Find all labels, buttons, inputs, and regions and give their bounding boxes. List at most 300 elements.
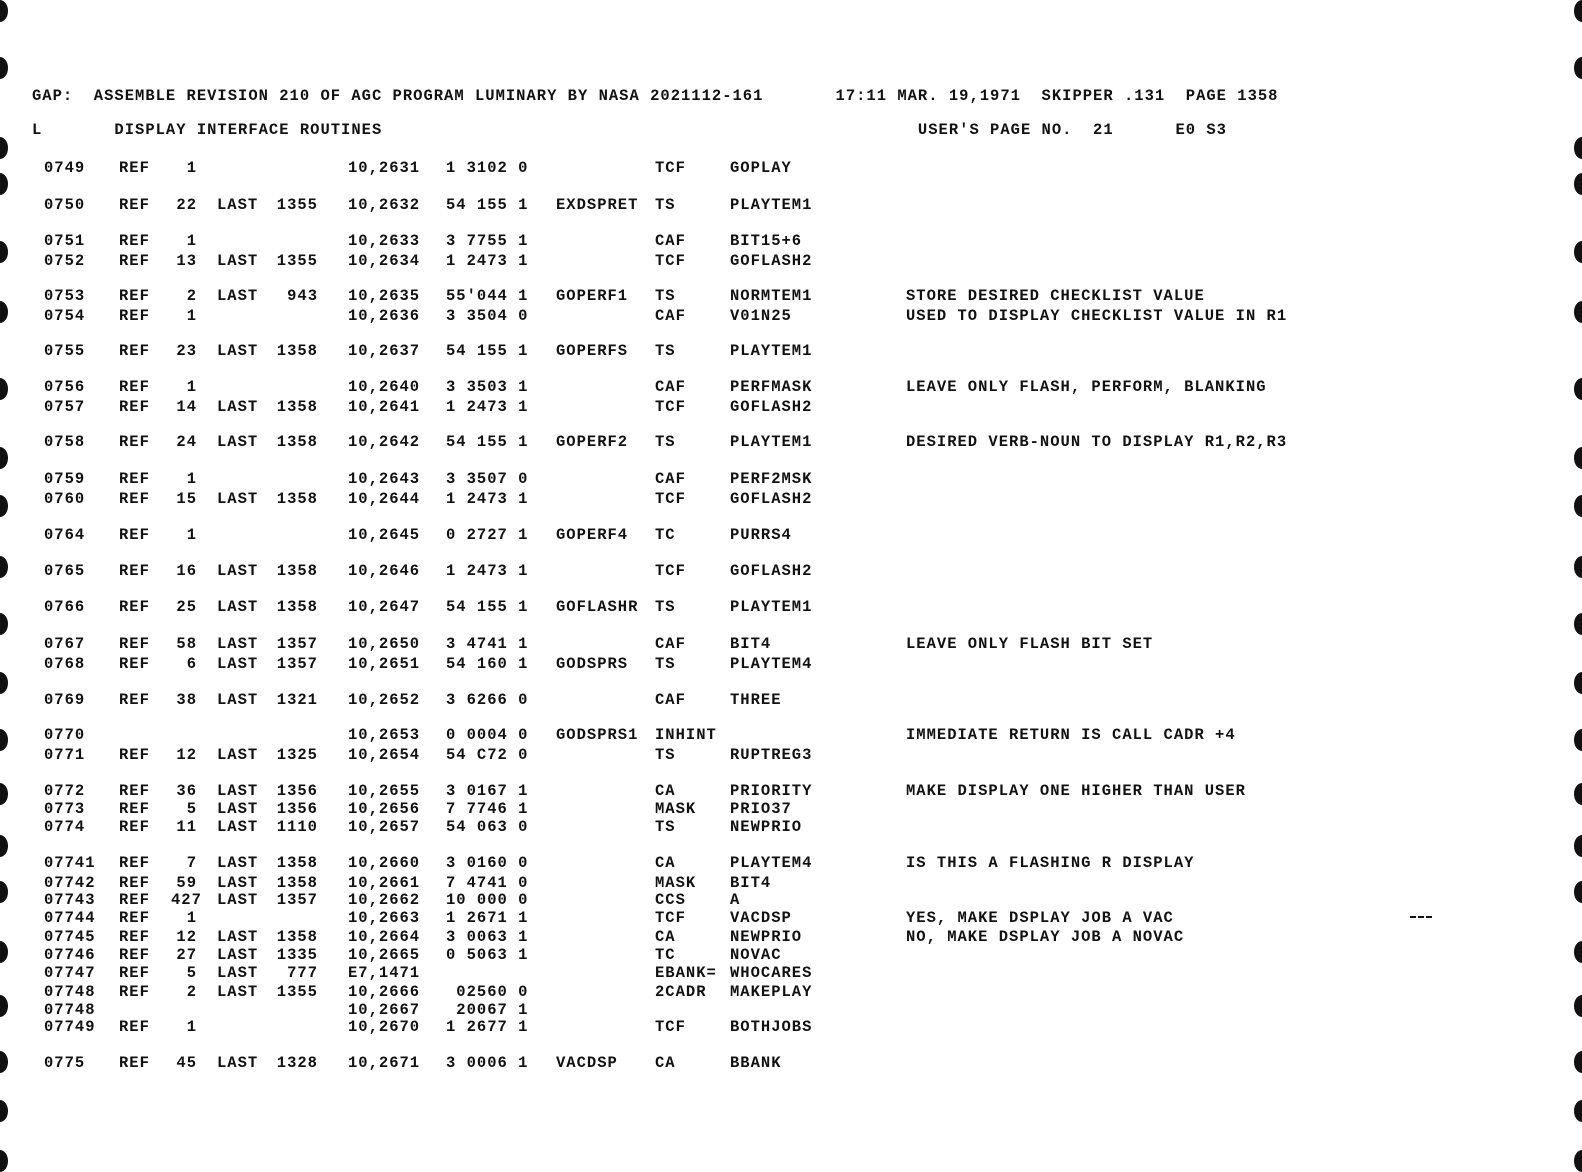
address-field: 10,2640 [348,378,421,396]
octal-code-field: 1 3102 0 [446,159,529,177]
last-page-field: 943 [287,287,318,305]
ref-count-field: 14 [176,398,197,416]
octal-code-field: 3 0063 1 [446,928,529,946]
margin-dash-mark [1410,916,1432,918]
last-field: LAST [217,800,259,818]
feed-hole [1574,173,1582,195]
octal-code-field: 3 0006 1 [446,1054,529,1072]
location-field: 07742 [44,874,96,892]
ref-field: REF [119,800,150,818]
last-page-field: 1358 [276,854,318,872]
ref-count-field: 45 [176,1054,197,1072]
ref-field: REF [119,196,150,214]
last-page-field: 1358 [276,562,318,580]
feed-hole [1574,1150,1582,1172]
feed-hole [1574,995,1582,1017]
feed-hole [0,613,8,635]
ref-count-field: 6 [186,655,197,673]
opcode-field: TCF [655,562,686,580]
operand-field: NEWPRIO [730,818,803,836]
ref-field: REF [119,635,150,653]
last-field: LAST [217,854,259,872]
operand-field: PLAYTEM4 [730,854,813,872]
ref-field: REF [119,252,150,270]
address-field: 10,2665 [348,946,421,964]
location-field: 07749 [44,1018,96,1036]
octal-code-field: 54 063 0 [446,818,529,836]
octal-code-field: 54 155 1 [446,196,529,214]
location-field: 07744 [44,909,96,927]
ref-field: REF [119,287,150,305]
address-field: 10,2663 [348,909,421,927]
operand-field: BIT4 [730,874,772,892]
ref-count-field: 1 [186,470,197,488]
ref-count-field: 38 [176,691,197,709]
ref-count-field: 1 [186,159,197,177]
opcode-field: TC [655,946,676,964]
octal-code-field: 02560 0 [446,983,529,1001]
opcode-field: CA [655,928,676,946]
opcode-field: TCF [655,909,686,927]
address-field: 10,2662 [348,891,421,909]
address-field: 10,2661 [348,874,421,892]
address-field: 10,2660 [348,854,421,872]
ref-field: REF [119,746,150,764]
opcode-field: MASK [655,800,697,818]
operand-field: RUPTREG3 [730,746,813,764]
octal-code-field: 3 0167 1 [446,782,529,800]
opcode-field: TS [655,342,676,360]
ref-field: REF [119,655,150,673]
feed-hole [0,729,8,751]
ref-count-field: 23 [176,342,197,360]
last-page-field: 1358 [276,433,318,451]
feed-hole [0,447,8,469]
address-field: 10,2671 [348,1054,421,1072]
feed-hole [1574,729,1582,751]
address-field: 10,2635 [348,287,421,305]
feed-hole [0,783,8,805]
label-field: GOPERFS [556,342,629,360]
feed-hole [0,241,8,263]
octal-code-field: 1 2473 1 [446,562,529,580]
opcode-field: CAF [655,378,686,396]
operand-field: PLAYTEM4 [730,655,813,673]
octal-code-field: 3 4741 1 [446,635,529,653]
feed-hole [1574,783,1582,805]
location-field: 0764 [44,526,86,544]
octal-code-field: 0 5063 1 [446,946,529,964]
octal-code-field: 55'044 1 [446,287,529,305]
ref-count-field: 24 [176,433,197,451]
last-field: LAST [217,635,259,653]
operand-field: PLAYTEM1 [730,433,813,451]
ref-field: REF [119,909,150,927]
operand-field: BIT15+6 [730,232,803,250]
octal-code-field: 0 2727 1 [446,526,529,544]
ref-count-field: 36 [176,782,197,800]
operand-field: WHOCARES [730,964,813,982]
location-field: 07747 [44,964,96,982]
address-field: 10,2641 [348,398,421,416]
location-field: 0749 [44,159,86,177]
operand-field: PURRS4 [730,526,792,544]
ref-field: REF [119,562,150,580]
ref-count-field: 22 [176,196,197,214]
last-field: LAST [217,655,259,673]
octal-code-field: 3 0160 0 [446,854,529,872]
opcode-field: CAF [655,635,686,653]
feed-hole [0,301,8,323]
ref-field: REF [119,433,150,451]
location-field: 0758 [44,433,86,451]
comment-field: IMMEDIATE RETURN IS CALL CADR +4 [906,726,1236,744]
ref-count-field: 5 [186,800,197,818]
last-page-field: 1358 [276,398,318,416]
last-field: LAST [217,287,259,305]
feed-hole [0,0,8,22]
octal-code-field: 1 2671 1 [446,909,529,927]
operand-field: MAKEPLAY [730,983,813,1001]
last-field: LAST [217,946,259,964]
last-page-field: 1357 [276,891,318,909]
label-field: VACDSP [556,1054,618,1072]
location-field: 07745 [44,928,96,946]
location-field: 0757 [44,398,86,416]
address-field: 10,2633 [348,232,421,250]
feed-hole [1574,241,1582,263]
opcode-field: EBANK= [655,964,717,982]
last-page-field: 1328 [276,1054,318,1072]
address-field: 10,2651 [348,655,421,673]
feed-hole [0,672,8,694]
last-field: LAST [217,1054,259,1072]
label-field: GOPERF4 [556,526,629,544]
feed-hole [1574,447,1582,469]
ref-count-field: 427 [171,891,202,909]
comment-field: IS THIS A FLASHING R DISPLAY [906,854,1195,872]
last-page-field: 1110 [276,818,318,836]
ref-count-field: 15 [176,490,197,508]
octal-code-field: 1 2473 1 [446,252,529,270]
address-field: 10,2636 [348,307,421,325]
opcode-field: TCF [655,1018,686,1036]
location-field: 0769 [44,691,86,709]
address-field: E7,1471 [348,964,421,982]
location-field: 0771 [44,746,86,764]
label-field: GODSPRS1 [556,726,639,744]
last-field: LAST [217,746,259,764]
feed-hole [1574,613,1582,635]
feed-hole [0,57,8,79]
address-field: 10,2655 [348,782,421,800]
feed-hole [1574,672,1582,694]
ref-field: REF [119,490,150,508]
opcode-field: MASK [655,874,697,892]
octal-code-field: 7 7746 1 [446,800,529,818]
address-field: 10,2637 [348,342,421,360]
ref-count-field: 58 [176,635,197,653]
location-field: 0765 [44,562,86,580]
last-page-field: 1358 [276,342,318,360]
octal-code-field: 54 155 1 [446,433,529,451]
location-field: 0755 [44,342,86,360]
ref-count-field: 2 [186,983,197,1001]
last-page-field: 1335 [276,946,318,964]
location-field: 0753 [44,287,86,305]
octal-code-field: 54 155 1 [446,598,529,616]
operand-field: PLAYTEM1 [730,196,813,214]
last-page-field: 1357 [276,655,318,673]
feed-hole [1574,137,1582,159]
location-field: 0768 [44,655,86,673]
operand-field: NEWPRIO [730,928,803,946]
feed-hole [0,1051,8,1073]
octal-code-field: 1 2677 1 [446,1018,529,1036]
ref-count-field: 12 [176,746,197,764]
ref-count-field: 1 [186,526,197,544]
address-field: 10,2654 [348,746,421,764]
address-field: 10,2646 [348,562,421,580]
label-field: GODSPRS [556,655,629,673]
address-field: 10,2645 [348,526,421,544]
operand-field: PERFMASK [730,378,813,396]
last-field: LAST [217,490,259,508]
assembly-header: GAP: ASSEMBLE REVISION 210 OF AGC PROGRAM LUMINARY BY NASA 2021112-161 17:11 MAR. 19,1971 SKIPPER .131 PAGE 1358 [32,87,1279,105]
ref-field: REF [119,307,150,325]
feed-hole [0,137,8,159]
opcode-field: TCF [655,252,686,270]
last-page-field: 1358 [276,928,318,946]
ref-field: REF [119,470,150,488]
feed-hole [1574,1051,1582,1073]
right-tractor-feed-holes [1562,0,1582,1167]
comment-field: LEAVE ONLY FLASH, PERFORM, BLANKING [906,378,1267,396]
ref-field: REF [119,691,150,709]
last-page-field: 1355 [276,983,318,1001]
octal-code-field: 0 0004 0 [446,726,529,744]
octal-code-field: 54 C72 0 [446,746,529,764]
operand-field: BOTHJOBS [730,1018,813,1036]
opcode-field: CCS [655,891,686,909]
comment-field: USED TO DISPLAY CHECKLIST VALUE IN R1 [906,307,1288,325]
ref-field: REF [119,598,150,616]
location-field: 0760 [44,490,86,508]
ref-count-field: 5 [186,964,197,982]
feed-hole [0,1150,8,1172]
operand-field: PRIO37 [730,800,792,818]
ref-count-field: 1 [186,378,197,396]
operand-field: NOVAC [730,946,782,964]
feed-hole [0,556,8,578]
opcode-field: 2CADR [655,983,707,1001]
opcode-field: INHINT [655,726,717,744]
octal-code-field: 3 6266 0 [446,691,529,709]
ref-field: REF [119,946,150,964]
address-field: 10,2657 [348,818,421,836]
operand-field: GOPLAY [730,159,792,177]
last-field: LAST [217,252,259,270]
opcode-field: TCF [655,398,686,416]
last-field: LAST [217,598,259,616]
operand-field: PERF2MSK [730,470,813,488]
octal-code-field: 3 7755 1 [446,232,529,250]
operand-field: A [730,891,741,909]
feed-hole [0,995,8,1017]
comment-field: NO, MAKE DSPLAY JOB A NOVAC [906,928,1185,946]
address-field: 10,2642 [348,433,421,451]
feed-hole [0,835,8,857]
ref-field: REF [119,342,150,360]
ref-field: REF [119,1018,150,1036]
octal-code-field: 1 2473 1 [446,490,529,508]
last-field: LAST [217,964,259,982]
operand-field: PLAYTEM1 [730,598,813,616]
last-page-field: 1356 [276,800,318,818]
last-field: LAST [217,818,259,836]
operand-field: THREE [730,691,782,709]
ref-field: REF [119,983,150,1001]
operand-field: GOFLASH2 [730,398,813,416]
address-field: 10,2653 [348,726,421,744]
last-page-field: 1356 [276,782,318,800]
feed-hole [0,941,8,963]
location-field: 0767 [44,635,86,653]
ref-field: REF [119,526,150,544]
address-field: 10,2670 [348,1018,421,1036]
last-field: LAST [217,928,259,946]
location-field: 0752 [44,252,86,270]
location-field: 0756 [44,378,86,396]
octal-code-field: 1 2473 1 [446,398,529,416]
location-field: 07748 [44,1001,96,1019]
location-field: 07746 [44,946,96,964]
opcode-field: TCF [655,490,686,508]
feed-hole [0,881,8,903]
opcode-field: TS [655,655,676,673]
last-page-field: 1358 [276,598,318,616]
label-field: GOFLASHR [556,598,639,616]
ref-field: REF [119,928,150,946]
location-field: 0754 [44,307,86,325]
last-page-field: 1355 [276,252,318,270]
last-page-field: 1358 [276,490,318,508]
address-field: 10,2667 [348,1001,421,1019]
last-field: LAST [217,691,259,709]
octal-code-field: 10 000 0 [446,891,529,909]
address-field: 10,2644 [348,490,421,508]
feed-hole [1574,1100,1582,1122]
address-field: 10,2650 [348,635,421,653]
label-field: GOPERF2 [556,433,629,451]
octal-code-field: 54 160 1 [446,655,529,673]
feed-hole [0,378,8,400]
feed-hole [1574,378,1582,400]
operand-field: PRIORITY [730,782,813,800]
opcode-field: TS [655,287,676,305]
label-field: EXDSPRET [556,196,639,214]
octal-code-field: 20067 1 [446,1001,529,1019]
location-field: 07741 [44,854,96,872]
ref-field: REF [119,891,150,909]
octal-code-field: 7 4741 0 [446,874,529,892]
address-field: 10,2656 [348,800,421,818]
opcode-field: CAF [655,232,686,250]
feed-hole [1574,941,1582,963]
ref-count-field: 16 [176,562,197,580]
ref-count-field: 25 [176,598,197,616]
ref-count-field: 1 [186,307,197,325]
address-field: 10,2631 [348,159,421,177]
ref-count-field: 1 [186,909,197,927]
opcode-field: CA [655,782,676,800]
operand-field: PLAYTEM1 [730,342,813,360]
feed-hole [0,173,8,195]
feed-hole [0,495,8,517]
opcode-field: TS [655,433,676,451]
location-field: 0772 [44,782,86,800]
ref-count-field: 11 [176,818,197,836]
ref-field: REF [119,964,150,982]
opcode-field: CAF [655,307,686,325]
last-field: LAST [217,983,259,1001]
ref-count-field: 27 [176,946,197,964]
location-field: 0751 [44,232,86,250]
opcode-field: CA [655,854,676,872]
opcode-field: TCF [655,159,686,177]
feed-hole [1574,57,1582,79]
ref-count-field: 1 [186,1018,197,1036]
opcode-field: TS [655,818,676,836]
comment-field: STORE DESIRED CHECKLIST VALUE [906,287,1205,305]
octal-code-field: 3 3503 1 [446,378,529,396]
feed-hole [1574,881,1582,903]
last-field: LAST [217,433,259,451]
last-field: LAST [217,196,259,214]
location-field: 0773 [44,800,86,818]
comment-field: LEAVE ONLY FLASH BIT SET [906,635,1154,653]
feed-hole [1574,835,1582,857]
operand-field: VACDSP [730,909,792,927]
ref-field: REF [119,398,150,416]
ref-field: REF [119,159,150,177]
operand-field: GOFLASH2 [730,490,813,508]
opcode-field: TS [655,196,676,214]
opcode-field: CAF [655,470,686,488]
address-field: 10,2647 [348,598,421,616]
octal-code-field: 3 3504 0 [446,307,529,325]
ref-count-field: 13 [176,252,197,270]
last-field: LAST [217,782,259,800]
last-page-field: 1325 [276,746,318,764]
opcode-field: CAF [655,691,686,709]
comment-field: YES, MAKE DSPLAY JOB A VAC [906,909,1174,927]
operand-field: V01N25 [730,307,792,325]
ref-count-field: 2 [186,287,197,305]
address-field: 10,2632 [348,196,421,214]
ref-field: REF [119,232,150,250]
feed-hole [0,1100,8,1122]
ref-field: REF [119,378,150,396]
location-field: 07743 [44,891,96,909]
section-header: L DISPLAY INTERFACE ROUTINES USER'S PAGE NO. 21 E0 S3 [32,121,1227,139]
ref-field: REF [119,818,150,836]
ref-field: REF [119,874,150,892]
feed-hole [1574,556,1582,578]
address-field: 10,2664 [348,928,421,946]
last-field: LAST [217,562,259,580]
last-page-field: 1321 [276,691,318,709]
